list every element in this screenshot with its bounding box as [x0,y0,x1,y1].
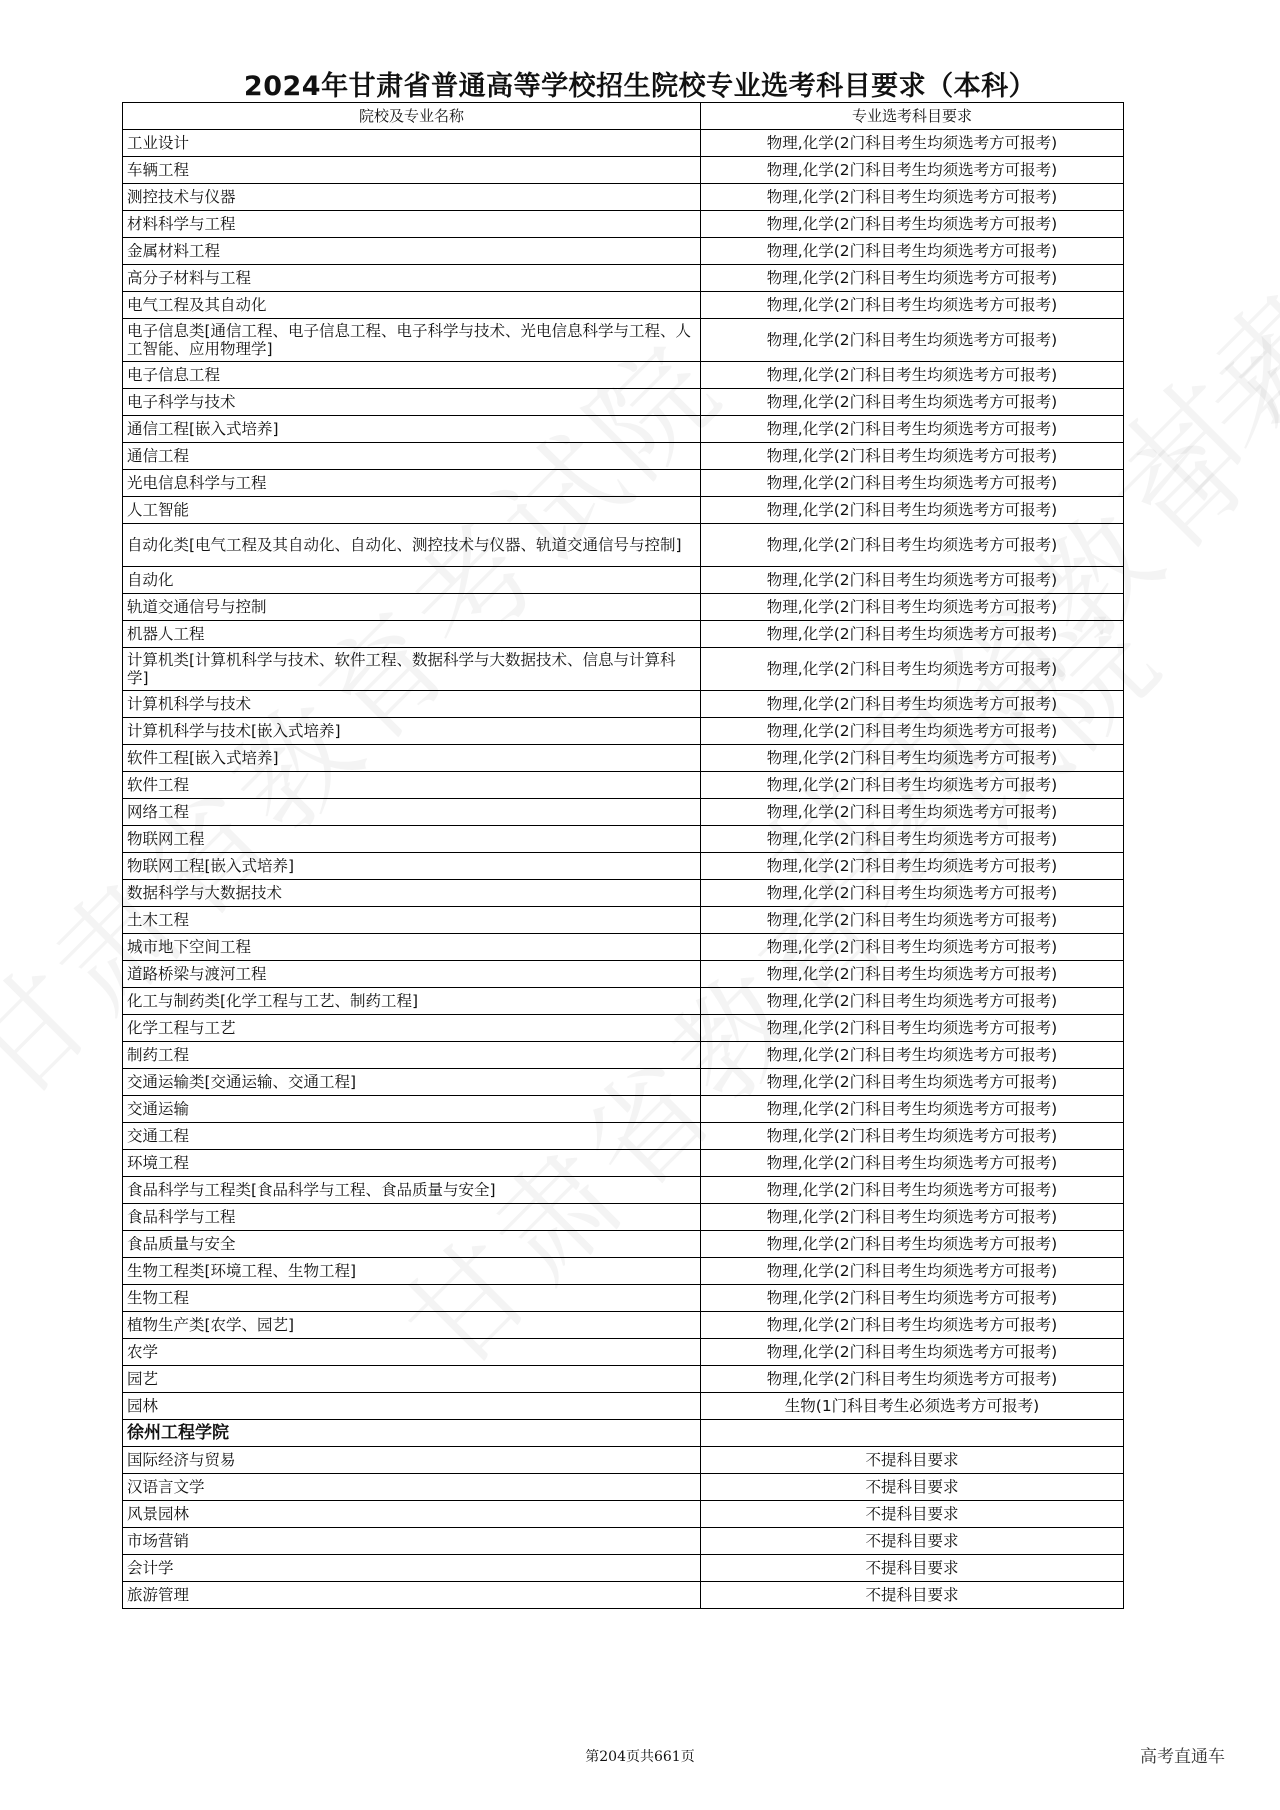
subject-requirement: 不提科目要求 [701,1582,1124,1609]
subject-requirement: 物理,化学(2门科目考生均须选考方可报考) [701,319,1124,362]
major-name: 工业设计 [123,130,701,157]
major-name: 计算机科学与技术[嵌入式培养] [123,718,701,745]
table-row [123,1096,1124,1123]
major-name: 自动化 [123,567,701,594]
major-name: 生物工程类[环境工程、生物工程] [123,1258,701,1285]
subject-requirement: 不提科目要求 [701,1528,1124,1555]
table-row [123,799,1124,826]
subject-requirement: 物理,化学(2门科目考生均须选考方可报考) [701,184,1124,211]
subject-requirement: 物理,化学(2门科目考生均须选考方可报考) [701,1312,1124,1339]
major-name: 植物生产类[农学、园艺] [123,1312,701,1339]
major-name: 数据科学与大数据技术 [123,880,701,907]
table-row [123,524,1124,567]
major-name: 环境工程 [123,1150,701,1177]
major-name: 测控技术与仪器 [123,184,701,211]
major-name: 农学 [123,1339,701,1366]
major-name: 光电信息科学与工程 [123,470,701,497]
subject-requirement: 物理,化学(2门科目考生均须选考方可报考) [701,1258,1124,1285]
major-name: 金属材料工程 [123,238,701,265]
subject-requirement: 物理,化学(2门科目考生均须选考方可报考) [701,1123,1124,1150]
table-row [123,907,1124,934]
major-name: 车辆工程 [123,157,701,184]
table-row [123,470,1124,497]
table-row [123,826,1124,853]
table-row [123,745,1124,772]
subject-requirement: 物理,化学(2门科目考生均须选考方可报考) [701,907,1124,934]
subject-requirement: 不提科目要求 [701,1555,1124,1582]
table-row [123,1582,1124,1609]
major-name: 交通运输 [123,1096,701,1123]
subject-requirement: 物理,化学(2门科目考生均须选考方可报考) [701,470,1124,497]
major-name: 化工与制药类[化学工程与工艺、制药工程] [123,988,701,1015]
subject-requirement: 物理,化学(2门科目考生均须选考方可报考) [701,292,1124,319]
table-row [123,130,1124,157]
subject-requirement: 物理,化学(2门科目考生均须选考方可报考) [701,1096,1124,1123]
major-name: 城市地下空间工程 [123,934,701,961]
table-row [123,1555,1124,1582]
subject-requirement: 物理,化学(2门科目考生均须选考方可报考) [701,1150,1124,1177]
subject-requirement: 物理,化学(2门科目考生均须选考方可报考) [701,1366,1124,1393]
major-name: 电子科学与技术 [123,389,701,416]
table-body [123,130,1124,1609]
major-name: 市场营销 [123,1528,701,1555]
major-name: 网络工程 [123,799,701,826]
major-name: 软件工程[嵌入式培养] [123,745,701,772]
major-name: 旅游管理 [123,1582,701,1609]
table-row [123,718,1124,745]
table-row [123,292,1124,319]
table-row [123,772,1124,799]
table-row [123,443,1124,470]
table-row [123,691,1124,718]
major-name: 化学工程与工艺 [123,1015,701,1042]
table-row [123,988,1124,1015]
table-row [123,594,1124,621]
subject-requirement: 物理,化学(2门科目考生均须选考方可报考) [701,799,1124,826]
subject-requirement: 物理,化学(2门科目考生均须选考方可报考) [701,1339,1124,1366]
table-row [123,648,1124,691]
page-number: 第204页共661页 [585,1749,695,1765]
major-name: 园艺 [123,1366,701,1393]
table-row [123,1366,1124,1393]
table-row [123,184,1124,211]
requirements-table [122,102,1124,1609]
table-row [123,1042,1124,1069]
major-name: 机器人工程 [123,621,701,648]
subject-requirement: 物理,化学(2门科目考生均须选考方可报考) [701,211,1124,238]
major-name: 道路桥梁与渡河工程 [123,961,701,988]
major-name: 园林 [123,1393,701,1420]
table-row [123,1393,1124,1420]
major-name: 风景园林 [123,1501,701,1528]
table-row [123,265,1124,292]
major-name: 人工智能 [123,497,701,524]
subject-requirement: 物理,化学(2门科目考生均须选考方可报考) [701,934,1124,961]
major-name: 交通运输类[交通运输、交通工程] [123,1069,701,1096]
major-name: 物联网工程[嵌入式培养] [123,853,701,880]
subject-requirement: 不提科目要求 [701,1447,1124,1474]
page-title: 2024年甘肃省普通高等学校招生院校专业选考科目要求（本科） [243,71,1037,102]
subject-requirement: 物理,化学(2门科目考生均须选考方可报考) [701,1231,1124,1258]
table-row [123,416,1124,443]
table-row [123,238,1124,265]
subject-requirement: 物理,化学(2门科目考生均须选考方可报考) [701,691,1124,718]
major-name: 通信工程[嵌入式培养] [123,416,701,443]
table-row [123,1285,1124,1312]
table-row [123,1447,1124,1474]
major-name: 材料科学与工程 [123,211,701,238]
table-row [123,567,1124,594]
subject-requirement: 物理,化学(2门科目考生均须选考方可报考) [701,416,1124,443]
subject-requirement: 生物(1门科目考生必须选考方可报考) [701,1393,1124,1420]
major-name: 通信工程 [123,443,701,470]
subject-requirement: 物理,化学(2门科目考生均须选考方可报考) [701,1042,1124,1069]
subject-requirement: 物理,化学(2门科目考生均须选考方可报考) [701,1285,1124,1312]
subject-requirement: 物理,化学(2门科目考生均须选考方可报考) [701,853,1124,880]
subject-requirement: 物理,化学(2门科目考生均须选考方可报考) [701,1069,1124,1096]
school-row [123,1420,1124,1447]
subject-requirement: 物理,化学(2门科目考生均须选考方可报考) [701,362,1124,389]
subject-requirement: 不提科目要求 [701,1474,1124,1501]
table-row [123,961,1124,988]
major-name: 电子信息类[通信工程、电子信息工程、电子科学与技术、光电信息科学与工程、人工智能、应用物理学] [123,319,701,362]
major-name: 高分子材料与工程 [123,265,701,292]
table-row [123,1501,1124,1528]
subject-requirement: 物理,化学(2门科目考生均须选考方可报考) [701,648,1124,691]
major-name: 物联网工程 [123,826,701,853]
subject-requirement: 物理,化学(2门科目考生均须选考方可报考) [701,130,1124,157]
table-row [123,211,1124,238]
major-name: 生物工程 [123,1285,701,1312]
subject-requirement: 物理,化学(2门科目考生均须选考方可报考) [701,988,1124,1015]
major-name: 土木工程 [123,907,701,934]
table-row [123,934,1124,961]
table-row [123,319,1124,362]
major-name: 食品质量与安全 [123,1231,701,1258]
table-row [123,157,1124,184]
major-name: 电气工程及其自动化 [123,292,701,319]
table-row [123,853,1124,880]
subject-requirement: 物理,化学(2门科目考生均须选考方可报考) [701,157,1124,184]
major-name: 计算机科学与技术 [123,691,701,718]
major-name: 会计学 [123,1555,701,1582]
subject-requirement: 物理,化学(2门科目考生均须选考方可报考) [701,265,1124,292]
table-row [123,1231,1124,1258]
table-row [123,1258,1124,1285]
table-row [123,1123,1124,1150]
subject-requirement: 物理,化学(2门科目考生均须选考方可报考) [701,1177,1124,1204]
subject-requirement: 物理,化学(2门科目考生均须选考方可报考) [701,621,1124,648]
major-name: 电子信息工程 [123,362,701,389]
subject-requirement: 物理,化学(2门科目考生均须选考方可报考) [701,567,1124,594]
subject-requirement: 物理,化学(2门科目考生均须选考方可报考) [701,594,1124,621]
major-name: 交通工程 [123,1123,701,1150]
table-row [123,1528,1124,1555]
major-name: 食品科学与工程类[食品科学与工程、食品质量与安全] [123,1177,701,1204]
table-row [123,1177,1124,1204]
subject-requirement: 物理,化学(2门科目考生均须选考方可报考) [701,880,1124,907]
subject-requirement: 物理,化学(2门科目考生均须选考方可报考) [701,1204,1124,1231]
subject-requirement: 物理,化学(2门科目考生均须选考方可报考) [701,497,1124,524]
subject-requirement: 物理,化学(2门科目考生均须选考方可报考) [701,238,1124,265]
subject-requirement [701,1420,1124,1447]
major-name: 国际经济与贸易 [123,1447,701,1474]
subject-requirement: 物理,化学(2门科目考生均须选考方可报考) [701,745,1124,772]
column-header-name: 院校及专业名称 [123,103,701,130]
table-row [123,1204,1124,1231]
table-row [123,880,1124,907]
major-name: 软件工程 [123,772,701,799]
subject-requirement: 物理,化学(2门科目考生均须选考方可报考) [701,1015,1124,1042]
subject-requirement: 物理,化学(2门科目考生均须选考方可报考) [701,772,1124,799]
table-row [123,1015,1124,1042]
major-name: 制药工程 [123,1042,701,1069]
table-row [123,1312,1124,1339]
table-row [123,1474,1124,1501]
table-row [123,497,1124,524]
subject-requirement: 物理,化学(2门科目考生均须选考方可报考) [701,718,1124,745]
major-name: 汉语言文学 [123,1474,701,1501]
major-name: 食品科学与工程 [123,1204,701,1231]
subject-requirement: 物理,化学(2门科目考生均须选考方可报考) [701,524,1124,567]
brand-watermark: 高考直通车 [1140,1747,1225,1767]
table-row [123,362,1124,389]
subject-requirement: 物理,化学(2门科目考生均须选考方可报考) [701,961,1124,988]
subject-requirement: 物理,化学(2门科目考生均须选考方可报考) [701,443,1124,470]
table-row [123,389,1124,416]
major-name: 计算机类[计算机科学与技术、软件工程、数据科学与大数据技术、信息与计算科学] [123,648,701,691]
table-row [123,1339,1124,1366]
column-header-requirement: 专业选考科目要求 [701,103,1124,130]
major-name: 自动化类[电气工程及其自动化、自动化、测控技术与仪器、轨道交通信号与控制] [123,524,701,567]
subject-requirement: 不提科目要求 [701,1501,1124,1528]
table-header-row [123,103,1124,130]
subject-requirement: 物理,化学(2门科目考生均须选考方可报考) [701,389,1124,416]
table-row [123,621,1124,648]
table-row [123,1069,1124,1096]
school-name: 徐州工程学院 [123,1420,701,1447]
subject-requirement: 物理,化学(2门科目考生均须选考方可报考) [701,826,1124,853]
major-name: 轨道交通信号与控制 [123,594,701,621]
table-row [123,1150,1124,1177]
